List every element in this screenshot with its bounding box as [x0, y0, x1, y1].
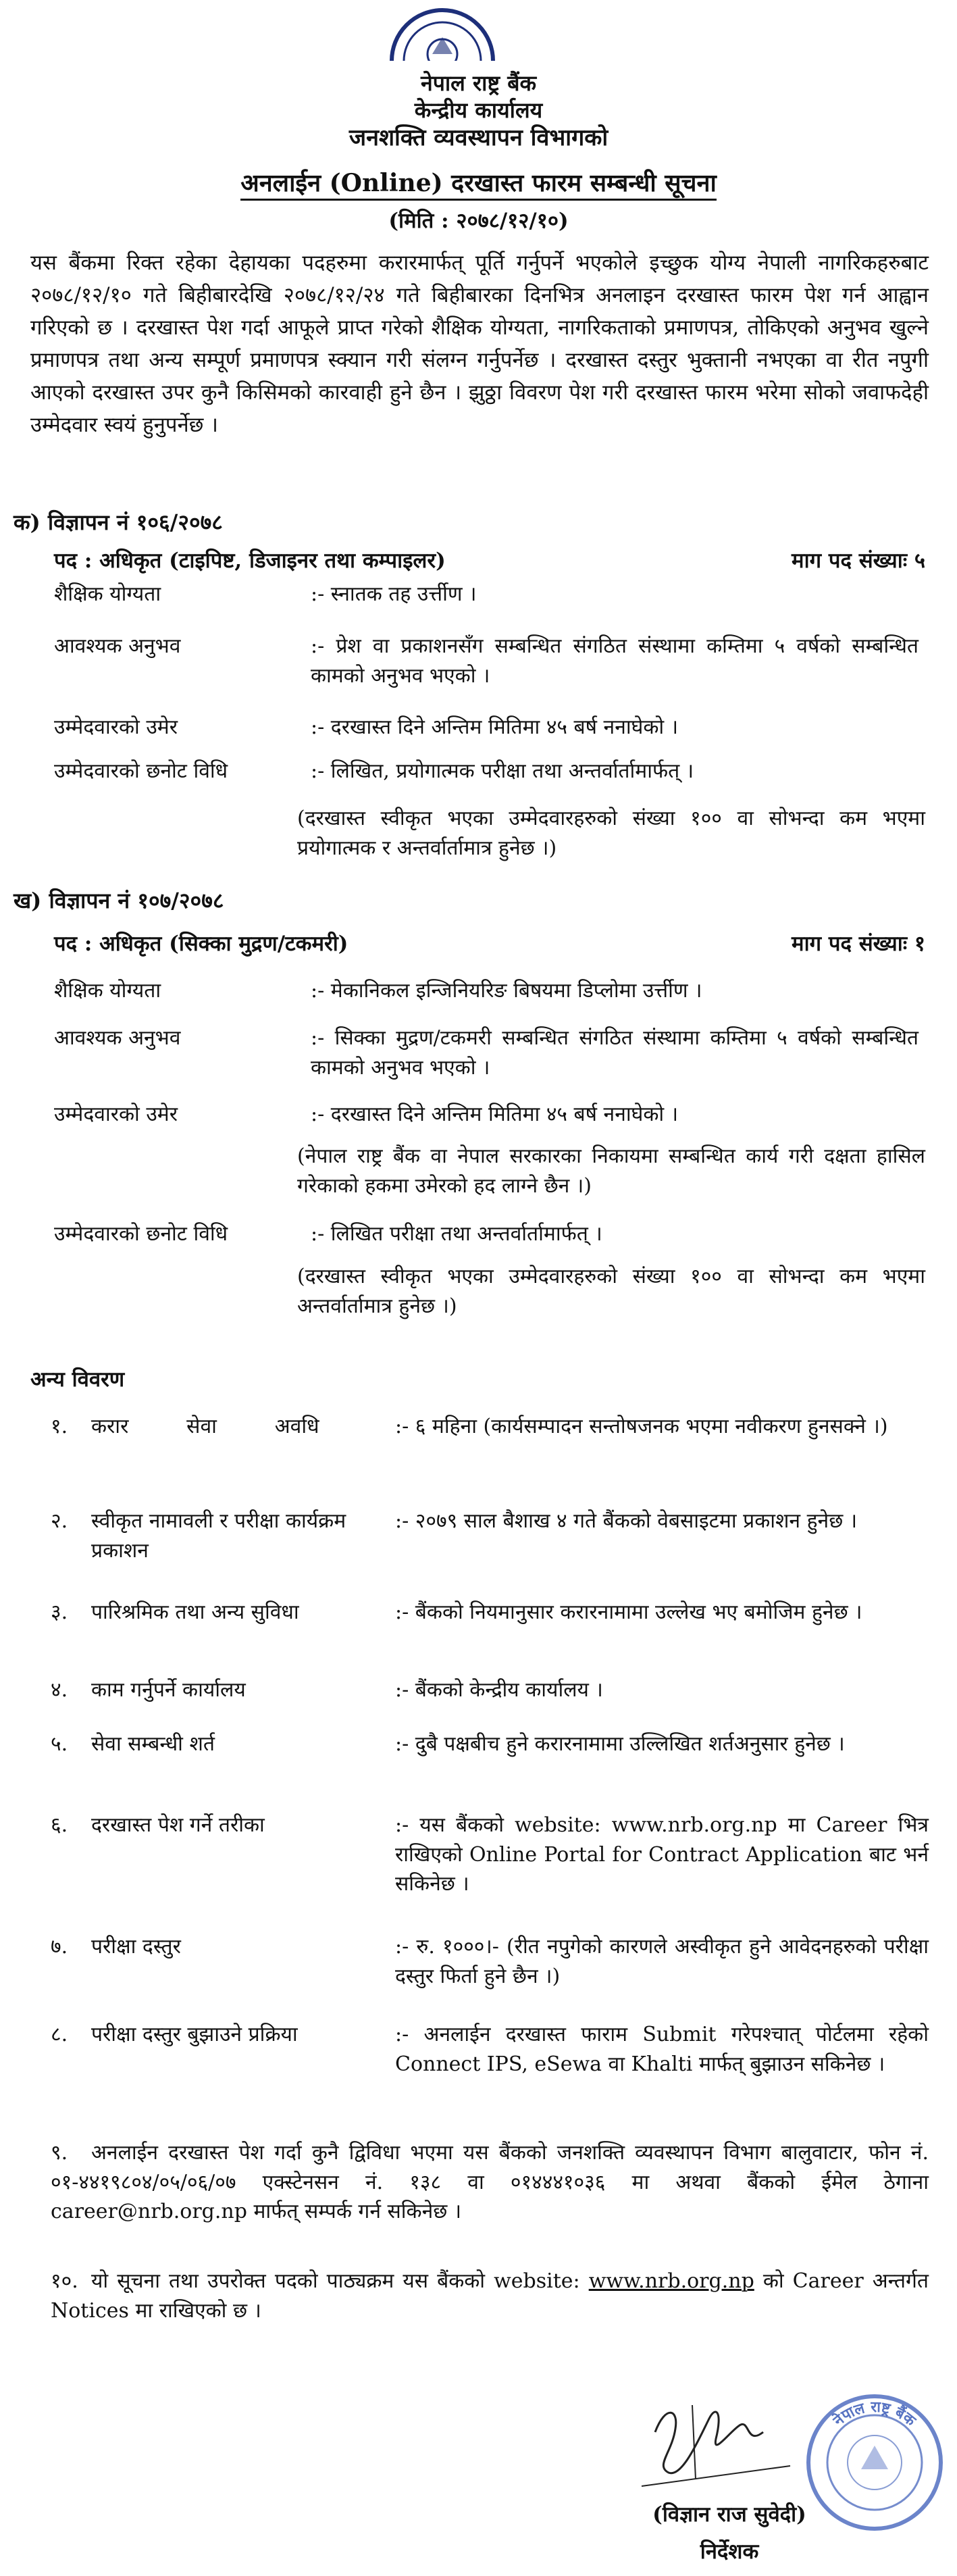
item-value: :- बैंकको नियमानुसार करारनामामा उल्लेख भए बमोजिम हुनेछ । — [395, 1600, 862, 1624]
row-label: शैक्षिक योग्यता — [54, 979, 161, 1003]
item-text-after: को Career अन्तर्गत Notices मा राखिएको छ । — [51, 2269, 929, 2323]
row-value: :- प्रेश वा प्रकाशनसँग सम्बन्धित संगठित संस्थामा कम्तिमा ५ वर्षको सम्बन्धित कामको अनुभव भएको । — [311, 634, 919, 688]
item-number: १०. — [51, 2269, 78, 2293]
item-label: सेवा सम्बन्धी शर्त — [91, 1732, 215, 1756]
item-value: :- यस बैंकको website: www.nrb.org.np मा Career भित्र राखिएको Online Portal for Contract Application बाट भर्न सकिनेछ । — [395, 1813, 929, 1896]
other-item-10 — [51, 2267, 929, 2325]
item-value: :- ६ महिना (कार्यसम्पादन सन्तोषजनक भएमा नवीकरण हुनसक्ने ।) — [395, 1415, 888, 1438]
notice-date: (मिति : २०७८/१२/१०) — [388, 209, 569, 233]
item-number: ३. — [51, 1600, 68, 1624]
ad1-heading: क) विज्ञापन नं १०६/२०७८ — [14, 509, 223, 535]
item-text: यो सूचना तथा उपरोक्त पदको पाठ्यक्रम यस बैंकको website: — [91, 2269, 589, 2293]
row-label: उम्मेदवारको उमेर — [54, 715, 178, 739]
row-value: :- दरखास्त दिने अन्तिम मितिमा ४५ बर्ष ननाघेको । — [311, 1103, 679, 1126]
item-number: ८. — [51, 2023, 68, 2046]
signer-name: (विज्ञान राज सुवेदी) — [652, 2502, 806, 2527]
item-label: परीक्षा दस्तुर — [91, 1935, 181, 1959]
item-label: काम गर्नुपर्ने कार्यालय — [91, 1678, 246, 1702]
department-name: जनशक्ति व्यवस्थापन विभागको — [348, 124, 609, 151]
item-label: दरखास्त पेश गर्ने तरीका — [91, 1813, 265, 1837]
ad1-post — [54, 546, 925, 576]
item-number: ५. — [51, 1732, 68, 1756]
row-label: आवश्यक अनुभव — [54, 634, 181, 658]
item-number: ६. — [51, 1813, 68, 1837]
other-heading: अन्य विवरण — [30, 1367, 125, 1392]
ad1-post-title: पद : अधिकृत (टाइपिष्ट, डिजाइनर तथा कम्पाइलर) — [54, 549, 446, 573]
item-number: १. — [51, 1415, 68, 1438]
bank-name: नेपाल राष्ट्र बैंक — [420, 70, 537, 96]
notice-title: अनलाईन (Online) दरखास्त फारम सम्बन्धी सूचना — [0, 166, 957, 201]
row-label: उम्मेदवारको उमेर — [54, 1103, 178, 1126]
ad2-note: (दरखास्त स्वीकृत भएका उम्मेदवारहरुको संख्या १०० वा सोभन्दा कम भएमा अन्तर्वार्तामात्र हुनेछ ।) — [297, 1265, 925, 1318]
item-value: :- बैंकको केन्द्रीय कार्यालय । — [395, 1678, 603, 1702]
item-value: :- दुबै पक्षबीच हुने करारनामामा उल्लिखित शर्तअनुसार हुनेछ । — [395, 1732, 845, 1756]
row-value: :- सिक्का मुद्रण/टकमरी सम्बन्धित संगठित संस्थामा कम्तिमा ५ वर्षको सम्बन्धित कामको अनुभव भएको । — [311, 1026, 919, 1080]
item-number: ७. — [51, 1935, 68, 1959]
item-number: ४. — [51, 1678, 68, 1702]
row-label: उम्मेदवारको छनोट विधि — [54, 1222, 228, 1246]
row-label: शैक्षिक योग्यता — [54, 582, 161, 606]
item-value: :- अनलाईन दरखास्त फाराम Submit गरेपश्चात् पोर्टलमा रहेको Connect IPS, eSewa वा Khalti मार्फत् बुझाउन सकिनेछ । — [395, 2023, 929, 2076]
row-value: :- स्नातक तह उर्त्तीण । — [311, 582, 477, 606]
item-label: परीक्षा दस्तुर बुझाउने प्रक्रिया — [91, 2023, 298, 2046]
item-label: स्वीकृत नामावली र परीक्षा कार्यक्रम प्रकाशन — [91, 1509, 346, 1563]
intro-paragraph: यस बैंकमा रिक्त रहेका देहायका पदहरुमा करारमार्फत् पूर्ति गर्नुपर्ने भएकोले इच्छुक योग्य नेपाली नागरिकहरुबाट २०७८/१२/१० गते बिहीबारदेखि २०७८/१२/२४ गते बिहीबारका दिनभित्र अनलाइन दरखास्त फारम पेश गर्न आह्वान गरिएको छ । दरखास्त पेश गर्दा आफूले प्राप्त गरेको शैक्षिक योग्यता, नागरिकताको प्रमाणपत्र, तोकिएको अनुभव खुल्ने प्रमाणपत्र तथा अन्य सम्पूर्ण प्रमाणपत्र स्क्यान गरी संलग्न गर्नुपर्नेछ । दरखास्त दस्तुर भुक्तानी नभएका वा रीत नपुगी आएको दरखास्त उपर कुनै किसिमको कारवाही हुने छैन । झुठ्ठा विवरण पेश गरी दरखास्त फारम भरेमा सोको जवाफदेही उम्मेदवार स्वयं हुनुपर्नेछ । — [30, 251, 929, 438]
stamp-text: नेपाल राष्ट्र बैंक — [830, 2398, 919, 2430]
ad2-demand: माग पद संख्याः १ — [792, 932, 925, 956]
office-name: केन्द्रीय कार्यालय — [414, 97, 543, 123]
bank-logo-icon — [385, 0, 500, 61]
item-value: :- २०७९ साल बैशाख ४ गते बैंकको वेबसाइटमा प्रकाशन हुनेछ । — [395, 1509, 858, 1533]
row-value: :- लिखित, प्रयोगात्मक परीक्षा तथा अन्तर्वार्तामार्फत् । — [311, 759, 694, 783]
row-label: उम्मेदवारको छनोट विधि — [54, 759, 228, 783]
other-item-9 — [51, 2138, 929, 2227]
ad1-demand: माग पद संख्याः ५ — [792, 549, 925, 573]
ad2-heading: ख) विज्ञापन नं १०७/२०७८ — [14, 888, 224, 913]
ad2-post — [54, 929, 925, 959]
row-value: :- लिखित परीक्षा तथा अन्तर्वार्तामार्फत् । — [311, 1222, 602, 1246]
signature-icon — [628, 2392, 804, 2493]
website-link[interactable]: www.nrb.org.np — [588, 2269, 754, 2293]
item-text: अनलाईन दरखास्त पेश गर्दा कुनै द्विविधा भएमा यस बैंकको जनशक्ति व्यवस्थापन विभाग बालुवाटार, फोन नं. ०१-४४१९८०४/०५/०६/०७ एक्स्टेनसन नं. १३८ वा ०१४४४१०३६ मा अथवा बैंकको ईमेल ठेगाना career@nrb.org.np मार्फत् सम्पर्क गर्न सकिनेछ । — [51, 2141, 929, 2223]
ad2-age-note: (नेपाल राष्ट्र बैंक वा नेपाल सरकारका निकायमा सम्बन्धित कार्य गरी दक्षता हासिल गरेकाको हकमा उमेरको हद लाग्ने छैन ।) — [297, 1144, 925, 1198]
item-label: पारिश्रमिक तथा अन्य सुविधा — [91, 1600, 299, 1624]
row-value: :- दरखास्त दिने अन्तिम मितिमा ४५ बर्ष ननाघेको । — [311, 715, 679, 739]
item-number: ९. — [51, 2141, 68, 2165]
item-value: :- रु. १०००।- (रीत नपुगेको कारणले अस्वीकृत हुने आवेदनहरुको परीक्षा दस्तुर फिर्ता हुने छैन ।) — [395, 1935, 929, 1988]
ad2-post-title: पद : अधिकृत (सिक्का मुद्रण/टकमरी) — [54, 932, 348, 956]
row-value: :- मेकानिकल इन्जिनियरिङ बिषयमा डिप्लोमा उर्त्तीण । — [311, 979, 702, 1003]
ad1-note: (दरखास्त स्वीकृत भएका उम्मेदवारहरुको संख्या १०० वा सोभन्दा कम भएमा प्रयोगात्मक र अन्तर्वार्तामात्र हुनेछ ।) — [297, 807, 925, 860]
item-label: करार सेवा अवधि — [91, 1415, 319, 1438]
row-label: आवश्यक अनुभव — [54, 1026, 181, 1050]
item-number: २. — [51, 1509, 68, 1533]
signer-designation: निर्देशक — [700, 2540, 759, 2564]
